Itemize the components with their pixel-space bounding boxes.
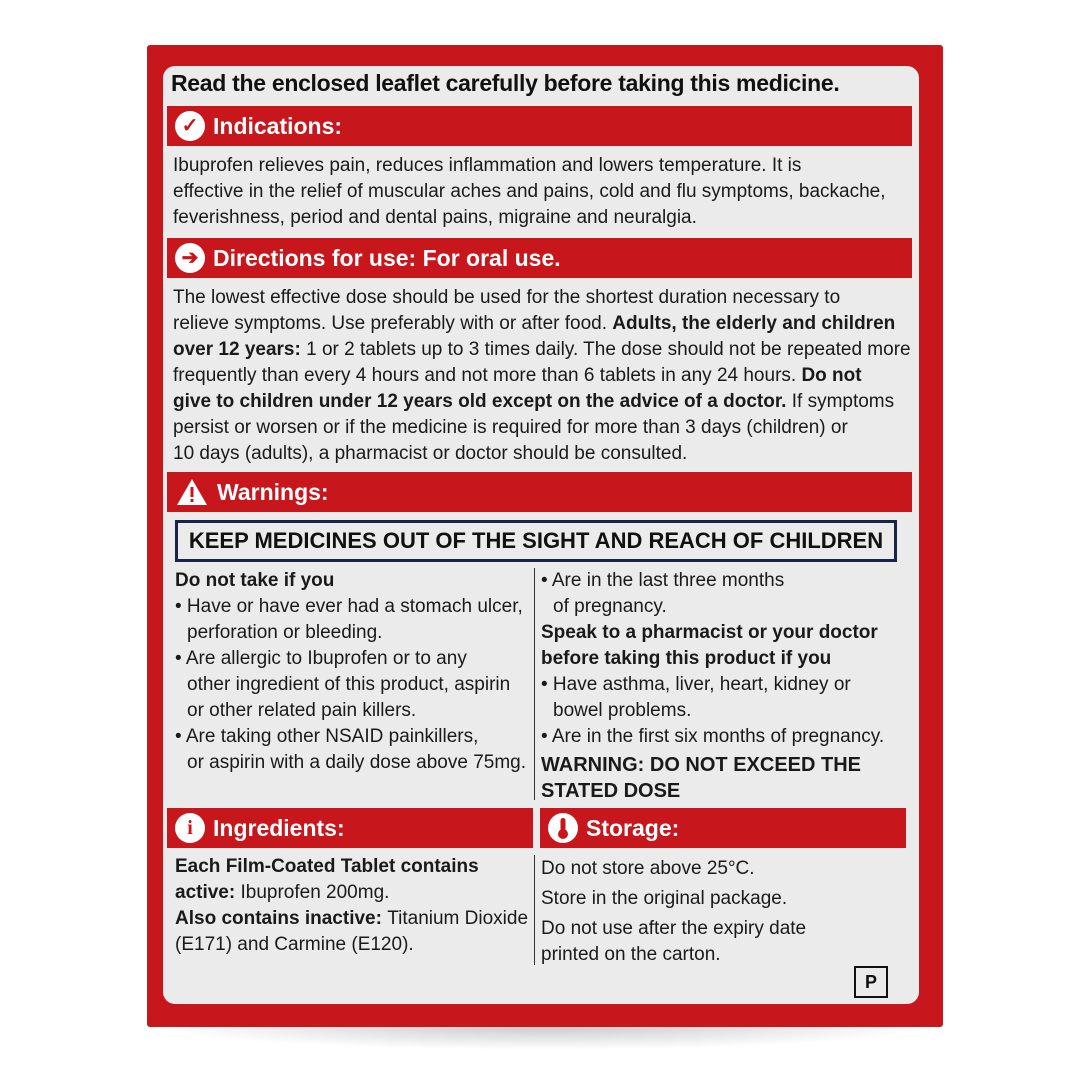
info-circle-icon: i [175,813,205,843]
thermometer-icon [548,813,578,843]
speak-to-pharmacist-column: • Are in the last three months of pregnancy. Speak to a pharmacist or your doctor before taking this product if you • Have asthma, liver, heart, kidney or bowel problems. • Are in the first six months of pregnancy. WARNING: DO NOT EXCEED THE STATED DOSE [541,570,885,802]
indications-title: Indications: [213,113,343,139]
arrow-circle-icon: ➔ [175,243,205,273]
indications-text: Ibuprofen relieves pain, reduces inflammation and lowers temperature. It is effective in the relief of muscular aches and pains, cold and flu symptoms, backache, feverishness, period and dental pains, migraine and neuralgia. [173,155,886,228]
warning-triangle-icon [175,477,209,507]
warnings-divider [534,568,535,800]
directions-title: Directions for use: For oral use. [213,245,561,271]
storage-bar [540,808,906,848]
do-not-take-column: Do not take if you • Have or have ever had a stomach ulcer, perforation or bleeding. • Are allergic to Ibuprofen or to any other ingredient of this product, aspirin or other related pain killers. • Are taking other NSAID painkillers, or aspirin with a daily dose above 75mg. [175,570,527,773]
ingredients-divider [534,855,535,965]
check-circle-icon: ✓ [175,111,205,141]
ingredients-text: Each Film-Coated Tablet contains active: Ibuprofen 200mg. Also contains inactive: Titanium Dioxide (E171) and Carmine (E120). [175,856,529,955]
keep-out-of-reach-banner: KEEP MEDICINES OUT OF THE SIGHT AND REACH OF CHILDREN [175,520,897,562]
leaflet-notice: Read the enclosed leaflet carefully before taking this medicine. [171,70,840,96]
directions-text: The lowest effective dose should be used for the shortest duration necessary to relieve symptoms. Use preferably with or after food. Adults, the elderly and children over 12 years: 1 or 2 tablets up to 3 times daily. The dose should not be repeated more frequently than every 4 hours and not more than 6 tablets in any 24 hours. Do not give to children under 12 years old except on the advice of a doctor. If symptoms persist or worsen or if the medicine is required for more than 3 days (children) or 10 days (adults), a pharmacist or doctor should be consulted. [173,287,911,464]
ingredients-bar [167,808,533,848]
directions-bar [167,238,912,278]
pharmacy-medicine-badge: P [854,966,888,998]
ingredients-title: Ingredients: [213,815,345,841]
indications-bar [167,106,912,146]
storage-title: Storage: [586,815,680,841]
warnings-title: Warnings: [217,479,329,505]
storage-text: Do not store above 25°C. Store in the original package. Do not use after the expiry date printed on the carton. [541,858,807,965]
warnings-bar [167,472,912,512]
